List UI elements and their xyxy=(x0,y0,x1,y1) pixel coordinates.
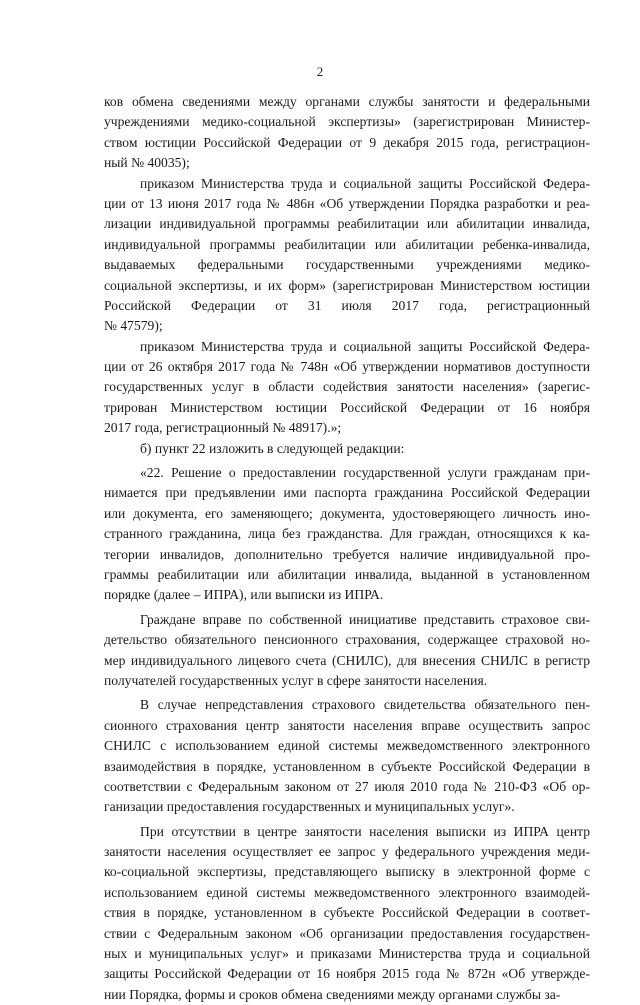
paragraph xyxy=(104,610,590,692)
text-line: получателей государственных услуг в сфере занятости населения. xyxy=(104,672,488,688)
text-line: детельство обязательного пенсионного страхования, содержащее страховой но- xyxy=(104,632,590,648)
text-line: ствии с Федеральным законом «Об организации предоставления государствен- xyxy=(104,925,590,941)
paragraph xyxy=(104,92,590,174)
text-line: защиты Российской Федерации от 16 ноября 2015 года № 872н «Об утвержде- xyxy=(104,966,590,982)
text-line: занятости населения осуществляет ее запрос у федерального учреждения меди- xyxy=(104,844,590,860)
text-line: использованием единой системы межведомственного электронного взаимодей- xyxy=(104,884,590,900)
text-line: ков обмена сведениями между органами службы занятости и федеральными xyxy=(104,94,590,109)
text-line: выдаваемых федеральными государственными учреждениями медико- xyxy=(104,257,590,273)
text-line: взаимодействия в порядке, установленном в субъекте Российской Федерации в xyxy=(104,758,590,774)
text-line: тегории инвалидов, дополнительно требуется наличие индивидуальной про- xyxy=(104,546,590,562)
paragraph xyxy=(104,337,590,439)
text-line: 2017 года, регистрационный № 48917).»; xyxy=(104,420,342,436)
text-line: сионного страхования центр занятости населения вправе осуществить запрос xyxy=(104,717,590,733)
text-line: СНИЛС с использованием единой системы межведомственного электронного xyxy=(104,738,590,754)
paragraph xyxy=(104,822,590,1005)
paragraph xyxy=(104,174,590,337)
text-line: Граждане вправе по собственной инициативе представить страховое сви- xyxy=(140,611,590,627)
text-line: или документа, его заменяющего; документа, удостоверяющего личность ино- xyxy=(104,505,590,521)
text-line: № 47579); xyxy=(104,318,163,334)
text-line: трирован Министерством юстиции Российской Федерации от 16 ноября xyxy=(104,399,590,415)
text-line: индивидуальной программы реабилитации или абилитации ребенка-инвалида, xyxy=(104,236,590,252)
text-line: ко-социальной экспертизы, представляющего выписку в электронной форме с xyxy=(104,864,590,880)
text-line: ганизации предоставления государственных и муниципальных услуг». xyxy=(104,799,515,815)
text-line: б) пункт 22 изложить в следующей редакции: xyxy=(140,440,405,456)
text-line: ции от 26 октября 2017 года № 748н «Об утверждении нормативов доступности xyxy=(104,359,590,375)
text-line: нимается при предъявлении ими паспорта гражданина Российской Федерации xyxy=(104,485,590,501)
text-line: мер индивидуального лицевого счета (СНИЛС), для внесения СНИЛС в регистр xyxy=(104,652,590,668)
text-line: ствия в порядке, установленном в субъекте Российской Федерации в соответ- xyxy=(104,905,590,921)
text-line: ством юстиции Российской Федерации от 9 декабря 2015 года, регистрацион- xyxy=(104,134,590,150)
text-line: ных и муниципальных услуг» и приказами Министерства труда и социальной xyxy=(104,946,590,962)
text-line: Российской Федерации от 31 июля 2017 года, регистрационный xyxy=(104,297,590,313)
text-line: социальной экспертизы, и их форм» (зарегистрирован Министерством юстиции xyxy=(104,277,590,293)
text-line: учреждениями медико-социальной экспертизы» (зарегистрирован Министер- xyxy=(104,114,590,130)
paragraph xyxy=(104,695,590,817)
paragraph xyxy=(104,439,590,459)
text-line: государственных услуг в области содействия занятости населения» (зарегис- xyxy=(104,379,590,395)
paragraph xyxy=(104,463,590,606)
text-line: граммы реабилитации или абилитации инвалида, выданной в установленном xyxy=(104,566,590,582)
document-body xyxy=(104,92,590,1005)
text-line: лизации индивидуальной программы реабилитации или абилитации инвалида, xyxy=(104,216,590,232)
page-number: 2 xyxy=(316,64,324,79)
text-line: порядке (далее – ИПРА), или выписки из ИПРА. xyxy=(104,587,384,603)
text-line: странного гражданина, лица без гражданства. Для граждан, относящихся к ка- xyxy=(104,526,590,542)
text-line: нии Порядка, формы и сроков обмена сведениями между органами службы за- xyxy=(104,986,561,1002)
text-line: При отсутствии в центре занятости населения выписки из ИПРА центр xyxy=(140,823,590,839)
text-line: В случае непредставления страхового свидетельства обязательного пен- xyxy=(140,697,590,713)
text-line: приказом Министерства труда и социальной защиты Российской Федера- xyxy=(140,175,590,191)
text-line: соответствии с Федеральным законом от 27 июля 2010 года № 210-ФЗ «Об ор- xyxy=(104,778,590,794)
text-line: приказом Министерства труда и социальной защиты Российской Федера- xyxy=(140,338,590,354)
text-line: ции от 13 июня 2017 года № 486н «Об утверждении Порядка разработки и реа- xyxy=(104,195,590,211)
text-line: ный № 40035); xyxy=(104,155,190,171)
text-line: «22. Решение о предоставлении государственной услуги гражданам при- xyxy=(140,465,590,481)
